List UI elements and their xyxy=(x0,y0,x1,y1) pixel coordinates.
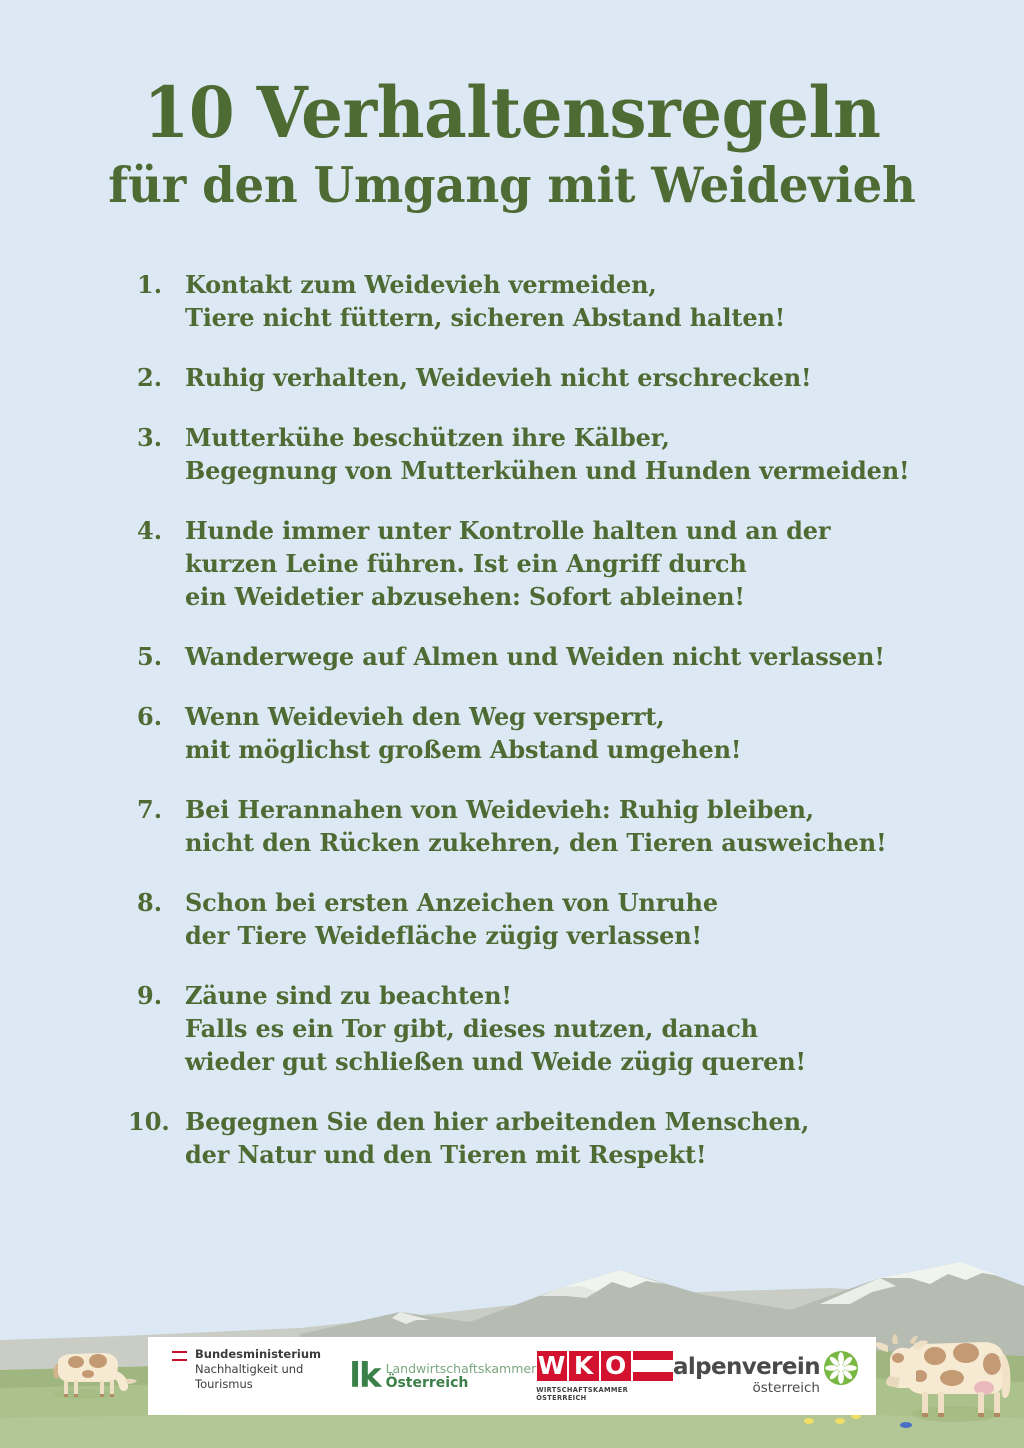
alpenverein-text xyxy=(673,1355,820,1397)
rule-number: 10. xyxy=(128,1107,170,1136)
austria-flag-icon xyxy=(172,1351,187,1363)
rule-item xyxy=(0,700,1024,766)
rule-text xyxy=(185,640,885,673)
rule-text-line: der Natur und den Tieren mit Respekt! xyxy=(185,1140,707,1169)
flag-stripe-red-top xyxy=(172,1351,187,1353)
rule-text-line: Mutterkühe beschützen ihre Kälber, xyxy=(185,423,670,452)
partner-logo-bar xyxy=(148,1337,876,1415)
flag-stripe-red-bottom xyxy=(172,1359,187,1361)
cow-spot-right-3 xyxy=(983,1353,1001,1375)
wko-stripe-red-bottom xyxy=(633,1372,673,1381)
bundesministerium-title: Bundesministerium xyxy=(195,1347,321,1361)
rule-item xyxy=(0,421,1024,487)
cow-hoof-left-4 xyxy=(110,1394,114,1397)
rule-text xyxy=(185,700,741,766)
rule-number: 6. xyxy=(137,702,163,731)
rule-text-line: Wenn Weidevieh den Weg versperrt, xyxy=(185,702,665,731)
alpenverein-line1: alpenverein xyxy=(672,1354,820,1380)
rules-list xyxy=(0,268,1024,1198)
logo-landwirtschaftskammer xyxy=(339,1337,536,1415)
rule-text-line: Falls es ein Tor gibt, dieses nutzen, danach xyxy=(185,1014,758,1043)
rule-text-line: der Tiere Weidefläche zügig verlassen! xyxy=(185,921,702,950)
wko-letter-row xyxy=(537,1351,673,1381)
logo-alpenverein xyxy=(673,1337,876,1415)
rule-text-line: Begegnung von Mutterkühen und Hunden vermeiden! xyxy=(185,456,910,485)
rule-number: 3. xyxy=(137,423,163,452)
flower-yellow-6 xyxy=(835,1418,845,1424)
cow-leg-right-2 xyxy=(938,1392,944,1416)
lk-line2: Österreich xyxy=(385,1375,469,1391)
logo-wko xyxy=(536,1337,673,1415)
rule-text xyxy=(185,1105,809,1171)
cow-hoof-left-1 xyxy=(64,1394,68,1397)
rule-text xyxy=(185,361,811,394)
wko-stripe-red-top xyxy=(633,1351,673,1360)
rule-text-line: Kontakt zum Weidevieh vermeiden, xyxy=(185,270,657,299)
rule-number: 2. xyxy=(137,363,163,392)
rule-item xyxy=(0,1105,1024,1171)
cow-head-spot-right xyxy=(892,1353,904,1363)
lk-text xyxy=(386,1361,537,1391)
cow-spot-right-4 xyxy=(940,1370,964,1386)
cow-leg-left-4 xyxy=(110,1380,114,1396)
bundesministerium-line2: Nachhaltigkeit und xyxy=(195,1362,304,1376)
cow-leg-right-1 xyxy=(922,1392,928,1416)
flower-blue-1 xyxy=(900,1422,912,1428)
cow-hoof-left-3 xyxy=(100,1394,104,1397)
cow-leg-right-4 xyxy=(994,1392,1000,1416)
rule-item xyxy=(0,640,1024,673)
rule-text-line: Wanderwege auf Almen und Weiden nicht verlassen! xyxy=(185,642,885,671)
flower-yellow-4 xyxy=(804,1418,814,1424)
rule-text-line: Ruhig verhalten, Weidevieh nicht erschrecken! xyxy=(185,363,812,392)
rule-text-line: Zäune sind zu beachten! xyxy=(185,981,512,1010)
cow-hoof-left-2 xyxy=(74,1394,78,1397)
logo-bundesministerium xyxy=(148,1327,339,1425)
rule-text-line: Hunde immer unter Kontrolle halten und an der xyxy=(185,516,831,545)
wko-stripe-white xyxy=(633,1360,673,1372)
rule-text xyxy=(185,421,909,487)
rule-text-line: Bei Herannahen von Weidevieh: Ruhig bleiben, xyxy=(185,795,814,824)
bundesministerium-line3: Tourismus xyxy=(195,1377,253,1391)
lk-monogram: lk xyxy=(349,1356,380,1396)
rule-item xyxy=(0,793,1024,859)
cow-leg-left-3 xyxy=(100,1380,104,1396)
bundesministerium-text xyxy=(195,1347,321,1392)
cow-spot-right-1 xyxy=(924,1347,946,1365)
cow-hoof-right-4 xyxy=(994,1413,1000,1417)
cow-spot-left-3 xyxy=(82,1370,94,1378)
rule-text-line: Schon bei ersten Anzeichen von Unruhe xyxy=(185,888,718,917)
rule-text-line: ein Weidetier abzusehen: Sofort ableinen! xyxy=(185,582,745,611)
edelweiss-icon xyxy=(824,1351,858,1385)
title-sub-line: für den Umgang mit Weidevieh xyxy=(108,156,916,214)
rule-text-line: Begegnen Sie den hier arbeitenden Menschen, xyxy=(185,1107,810,1136)
flag-stripe-white xyxy=(172,1355,187,1357)
rule-text xyxy=(185,886,718,952)
cow-leg-left-1 xyxy=(64,1380,68,1396)
rule-text-line: kurzen Leine führen. Ist ein Angriff durch xyxy=(185,549,747,578)
wko-caption: WIRTSCHAFTSKAMMER ÖSTERREICH xyxy=(536,1385,629,1402)
cow-hoof-right-2 xyxy=(938,1413,944,1417)
wko-letter-w: W xyxy=(537,1350,566,1380)
title-main-line: 10 Verhaltensregeln xyxy=(143,71,881,154)
lk-line1: Landwirtschaftskammer xyxy=(385,1361,537,1376)
rule-item xyxy=(0,979,1024,1078)
austria-flag-icon xyxy=(633,1351,673,1381)
rule-item xyxy=(0,268,1024,334)
cow-spot-right-2 xyxy=(953,1343,979,1363)
cow-udder-right xyxy=(974,1381,994,1395)
wko-letter-o: O xyxy=(601,1351,631,1381)
rule-text xyxy=(185,514,830,613)
rule-number: 7. xyxy=(137,795,163,824)
page-title xyxy=(0,71,1024,214)
alpenverein-line2: österreich xyxy=(752,1380,820,1396)
cow-leg-left-2 xyxy=(74,1380,78,1396)
rule-text xyxy=(185,793,886,859)
rule-text xyxy=(185,268,785,334)
rule-text-line: wieder gut schließen und Weide zügig queren! xyxy=(185,1047,806,1076)
cow-hoof-right-1 xyxy=(922,1413,928,1417)
cow-leg-right-3 xyxy=(978,1392,984,1416)
rule-text-line: mit möglichst großem Abstand umgehen! xyxy=(185,735,742,764)
wko-letter-k: K xyxy=(569,1351,599,1381)
rule-number: 8. xyxy=(137,888,163,917)
rule-number: 9. xyxy=(137,981,163,1010)
rule-item xyxy=(0,514,1024,613)
rule-text-line: nicht den Rücken zukehren, den Tieren ausweichen! xyxy=(185,828,887,857)
rule-item xyxy=(0,886,1024,952)
rule-number: 5. xyxy=(137,642,163,671)
rule-number: 4. xyxy=(137,516,163,545)
rule-item xyxy=(0,361,1024,394)
rule-text-line: Tiere nicht füttern, sicheren Abstand halten! xyxy=(185,303,786,332)
rule-text xyxy=(185,979,806,1078)
rule-number: 1. xyxy=(137,270,163,299)
cow-spot-left-2 xyxy=(89,1354,107,1368)
cow-hoof-right-3 xyxy=(978,1413,984,1417)
cow-muzzle-right xyxy=(886,1376,900,1387)
cow-spot-left-1 xyxy=(68,1356,84,1368)
